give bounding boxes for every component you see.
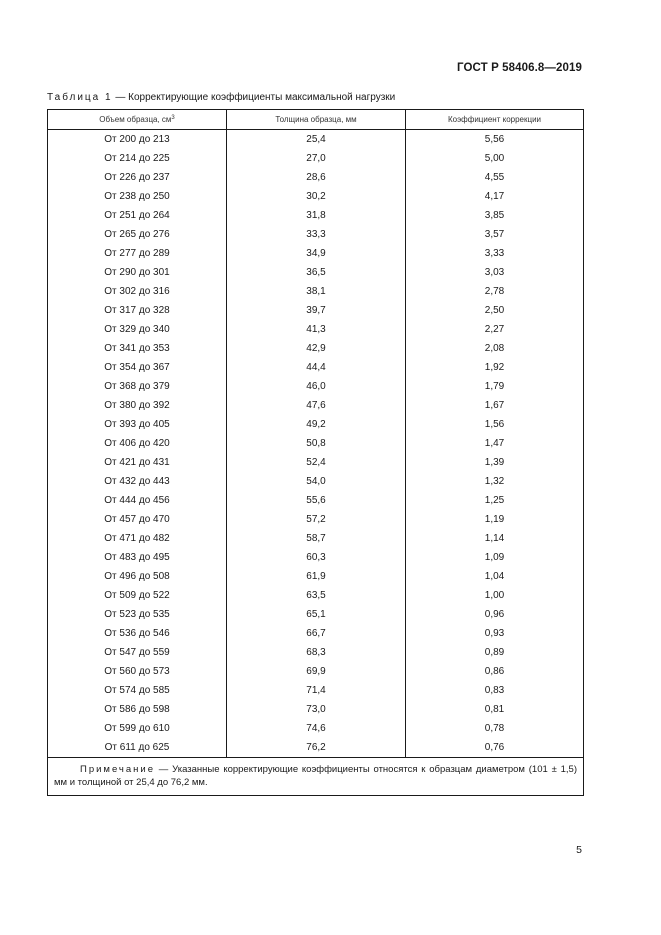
cell-sample-thickness: 74,6: [227, 719, 406, 738]
cell-sample-thickness: 38,1: [227, 282, 406, 301]
table-row: [48, 149, 584, 168]
cell-sample-thickness: 27,0: [227, 149, 406, 168]
cell-correction-coefficient: 3,57: [406, 225, 584, 244]
cell-sample-thickness: 69,9: [227, 662, 406, 681]
cell-correction-coefficient: 0,93: [406, 624, 584, 643]
table-row: [48, 548, 584, 567]
table-row: [48, 320, 584, 339]
cell-correction-coefficient: 0,76: [406, 738, 584, 758]
cell-correction-coefficient: 1,04: [406, 567, 584, 586]
cell-correction-coefficient: 5,56: [406, 130, 584, 150]
cell-sample-thickness: 57,2: [227, 510, 406, 529]
cell-sample-volume: От 226 до 237: [48, 168, 227, 187]
cell-sample-thickness: 28,6: [227, 168, 406, 187]
cell-sample-thickness: 68,3: [227, 643, 406, 662]
cell-correction-coefficient: 1,56: [406, 415, 584, 434]
cell-sample-thickness: 66,7: [227, 624, 406, 643]
table-note: [48, 758, 584, 796]
table-row: [48, 301, 584, 320]
cell-sample-volume: От 444 до 456: [48, 491, 227, 510]
table-row: [48, 567, 584, 586]
cell-sample-volume: От 200 до 213: [48, 130, 227, 150]
cell-sample-volume: От 214 до 225: [48, 149, 227, 168]
cell-correction-coefficient: 1,39: [406, 453, 584, 472]
table-row: [48, 130, 584, 150]
cell-sample-thickness: 76,2: [227, 738, 406, 758]
cell-correction-coefficient: 4,17: [406, 187, 584, 206]
column-header-correction-coefficient: Коэффициент коррекции: [406, 110, 584, 130]
cell-sample-thickness: 71,4: [227, 681, 406, 700]
table-footer: [48, 758, 584, 796]
cell-sample-thickness: 33,3: [227, 225, 406, 244]
cell-sample-volume: От 432 до 443: [48, 472, 227, 491]
cell-correction-coefficient: 3,33: [406, 244, 584, 263]
cell-sample-volume: От 238 до 250: [48, 187, 227, 206]
table-row: [48, 586, 584, 605]
cell-correction-coefficient: 1,00: [406, 586, 584, 605]
cell-correction-coefficient: 3,85: [406, 206, 584, 225]
table-row: [48, 491, 584, 510]
table-row: [48, 206, 584, 225]
table-caption-dash: —: [112, 92, 129, 103]
table-row: [48, 282, 584, 301]
table-row: [48, 719, 584, 738]
cell-correction-coefficient: 2,27: [406, 320, 584, 339]
document-code: ГОСТ Р 58406.8—2019: [457, 62, 582, 74]
page-number: 5: [576, 844, 582, 856]
table-row: [48, 339, 584, 358]
table-row: [48, 187, 584, 206]
cell-sample-thickness: 41,3: [227, 320, 406, 339]
table-row: [48, 168, 584, 187]
cell-sample-volume: От 406 до 420: [48, 434, 227, 453]
cell-correction-coefficient: 1,14: [406, 529, 584, 548]
cell-sample-volume: От 483 до 495: [48, 548, 227, 567]
cell-sample-volume: От 393 до 405: [48, 415, 227, 434]
table-row: [48, 453, 584, 472]
cell-correction-coefficient: 2,08: [406, 339, 584, 358]
table-caption-label: Таблица 1: [47, 92, 113, 103]
cell-correction-coefficient: 0,89: [406, 643, 584, 662]
cell-sample-thickness: 31,8: [227, 206, 406, 225]
cell-sample-thickness: 65,1: [227, 605, 406, 624]
cell-sample-volume: От 611 до 625: [48, 738, 227, 758]
cell-sample-thickness: 49,2: [227, 415, 406, 434]
table-row: [48, 434, 584, 453]
cell-sample-volume: От 277 до 289: [48, 244, 227, 263]
cell-sample-thickness: 44,4: [227, 358, 406, 377]
column-header-sample-thickness: Толщина образца, мм: [227, 110, 406, 130]
cell-sample-volume: От 509 до 522: [48, 586, 227, 605]
cell-sample-thickness: 61,9: [227, 567, 406, 586]
cell-sample-thickness: 46,0: [227, 377, 406, 396]
cell-sample-volume: От 421 до 431: [48, 453, 227, 472]
cell-sample-volume: От 496 до 508: [48, 567, 227, 586]
cell-sample-volume: От 265 до 276: [48, 225, 227, 244]
table-row: [48, 624, 584, 643]
cell-correction-coefficient: 1,67: [406, 396, 584, 415]
cell-sample-thickness: 50,8: [227, 434, 406, 453]
correction-coefficients-table: [47, 109, 584, 796]
table-row: [48, 529, 584, 548]
cell-correction-coefficient: 3,03: [406, 263, 584, 282]
table-row: [48, 681, 584, 700]
table-row: [48, 263, 584, 282]
cell-correction-coefficient: 1,25: [406, 491, 584, 510]
cell-sample-volume: От 574 до 585: [48, 681, 227, 700]
table-row: [48, 358, 584, 377]
cell-correction-coefficient: 1,92: [406, 358, 584, 377]
cell-sample-thickness: 47,6: [227, 396, 406, 415]
cell-correction-coefficient: 2,50: [406, 301, 584, 320]
cell-sample-volume: От 380 до 392: [48, 396, 227, 415]
cell-sample-thickness: 63,5: [227, 586, 406, 605]
cell-correction-coefficient: 0,86: [406, 662, 584, 681]
cell-correction-coefficient: 0,78: [406, 719, 584, 738]
cell-sample-volume: От 317 до 328: [48, 301, 227, 320]
cell-sample-volume: От 471 до 482: [48, 529, 227, 548]
cell-sample-volume: От 599 до 610: [48, 719, 227, 738]
cell-sample-thickness: 39,7: [227, 301, 406, 320]
cell-sample-thickness: 36,5: [227, 263, 406, 282]
table-row: [48, 244, 584, 263]
table-row: [48, 662, 584, 681]
table-row: [48, 472, 584, 491]
cell-sample-volume: От 354 до 367: [48, 358, 227, 377]
cell-sample-thickness: 25,4: [227, 130, 406, 150]
cell-sample-thickness: 55,6: [227, 491, 406, 510]
table-caption-title: Корректирующие коэффициенты максимальной нагрузки: [128, 92, 396, 103]
cell-sample-volume: От 341 до 353: [48, 339, 227, 358]
cell-sample-volume: От 368 до 379: [48, 377, 227, 396]
table-row: [48, 738, 584, 758]
cell-sample-volume: От 523 до 535: [48, 605, 227, 624]
table-row: [48, 510, 584, 529]
table-row: [48, 415, 584, 434]
cell-correction-coefficient: 5,00: [406, 149, 584, 168]
table-note-label: Примечание: [80, 764, 155, 775]
cell-correction-coefficient: 0,81: [406, 700, 584, 719]
cell-sample-volume: От 586 до 598: [48, 700, 227, 719]
cell-correction-coefficient: 4,55: [406, 168, 584, 187]
cell-correction-coefficient: 2,78: [406, 282, 584, 301]
table-note-text: — Указанные корректирующие коэффициенты относятся к образцам диаметром (101 ± 1,5) мм и толщиной от 25,4 до 76,2 мм.: [54, 764, 577, 788]
table-header-row: [48, 110, 584, 130]
cell-correction-coefficient: 1,09: [406, 548, 584, 567]
table-caption: [47, 92, 395, 103]
cell-sample-thickness: 73,0: [227, 700, 406, 719]
cell-sample-thickness: 54,0: [227, 472, 406, 491]
table-row: [48, 643, 584, 662]
column-header-sample-volume: Объем образца, $см^3$: [48, 110, 227, 130]
cell-sample-thickness: 52,4: [227, 453, 406, 472]
table-note-row: [48, 758, 584, 796]
cell-sample-thickness: 30,2: [227, 187, 406, 206]
table-row: [48, 700, 584, 719]
table-row: [48, 396, 584, 415]
cell-sample-volume: От 560 до 573: [48, 662, 227, 681]
cell-sample-volume: От 536 до 546: [48, 624, 227, 643]
cell-correction-coefficient: 0,96: [406, 605, 584, 624]
cell-sample-volume: От 329 до 340: [48, 320, 227, 339]
table-row: [48, 377, 584, 396]
cell-correction-coefficient: 1,47: [406, 434, 584, 453]
cell-sample-thickness: 34,9: [227, 244, 406, 263]
table-body: [48, 130, 584, 758]
table-header: [48, 110, 584, 130]
cell-sample-thickness: 42,9: [227, 339, 406, 358]
cell-correction-coefficient: 1,19: [406, 510, 584, 529]
table-row: [48, 225, 584, 244]
cell-correction-coefficient: 1,32: [406, 472, 584, 491]
cell-sample-volume: От 547 до 559: [48, 643, 227, 662]
cell-sample-volume: От 290 до 301: [48, 263, 227, 282]
table-row: [48, 605, 584, 624]
cell-sample-thickness: 58,7: [227, 529, 406, 548]
cell-sample-thickness: 60,3: [227, 548, 406, 567]
cell-sample-volume: От 302 до 316: [48, 282, 227, 301]
cell-sample-volume: От 251 до 264: [48, 206, 227, 225]
cell-correction-coefficient: 1,79: [406, 377, 584, 396]
cell-sample-volume: От 457 до 470: [48, 510, 227, 529]
cell-correction-coefficient: 0,83: [406, 681, 584, 700]
